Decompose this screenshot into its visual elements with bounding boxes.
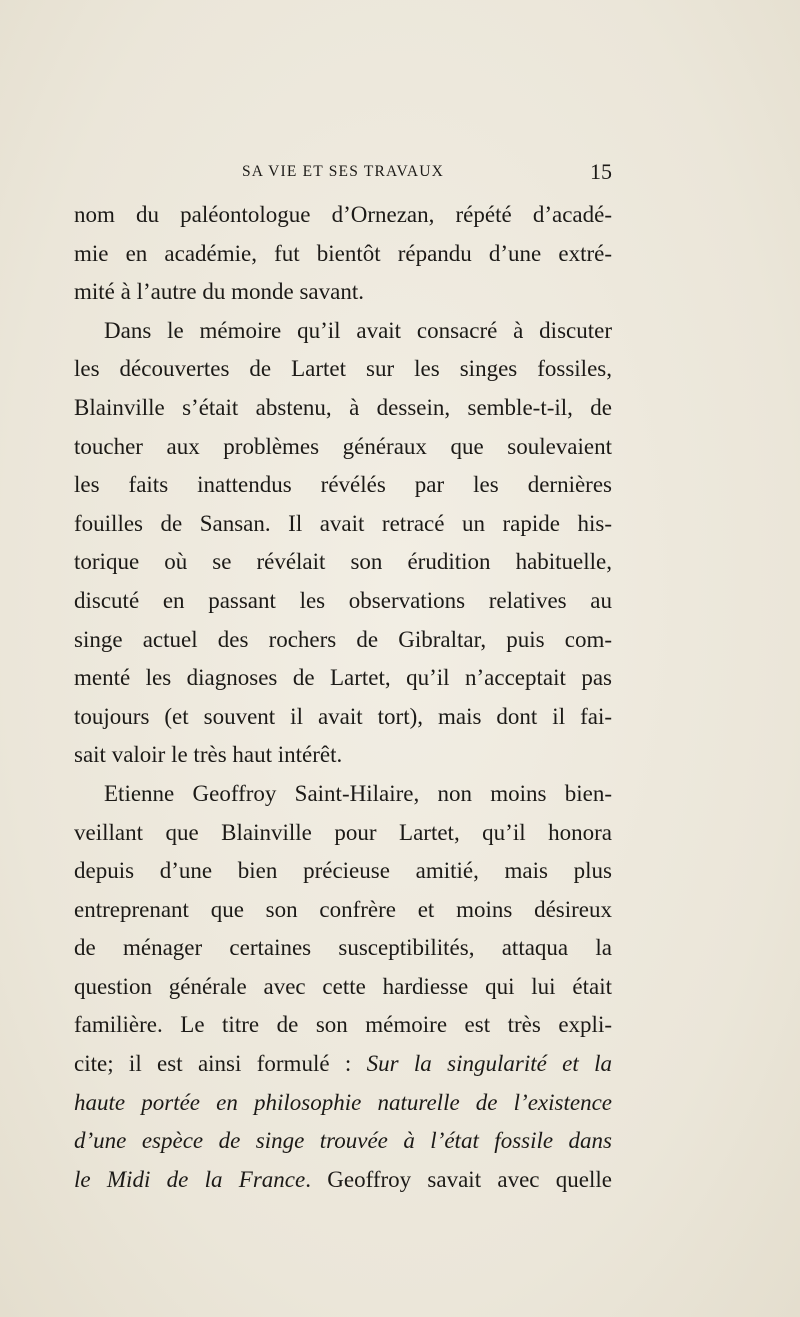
- text-line: les faits inattendus révélés par les dernières: [74, 472, 612, 498]
- text-run: cite; il est ainsi formulé :: [74, 1051, 367, 1077]
- text-line: question générale avec cette hardiesse qui lui était: [74, 973, 612, 999]
- running-head: [74, 160, 612, 184]
- text-line: nom du paléontologue d’Ornezan, répété d’acadé-: [74, 202, 612, 227]
- text-line: de ménager certaines susceptibilités, attaqua la: [74, 935, 612, 961]
- text-run: . Geoffroy savait avec quelle: [305, 1166, 612, 1192]
- italic-title-run: le Midi de la France: [74, 1166, 306, 1192]
- text-line: familière. Le titre de son mémoire est très expli-: [74, 1012, 612, 1038]
- text-line: [74, 1045, 612, 1084]
- text-line: toucher aux problèmes généraux que soulevaient: [74, 433, 612, 459]
- italic-title-run: haute portée en philosophie naturelle de l’existence: [74, 1089, 612, 1115]
- text-line: discuté en passant les observations relatives au: [74, 587, 612, 613]
- text-line: Dans le mémoire qu’il avait consacré à discuter: [104, 317, 612, 343]
- text-line: Blainville s’était abstenu, à dessein, semble-t-il, de: [74, 394, 612, 420]
- body-text: [74, 196, 612, 1199]
- text-line: menté les diagnoses de Lartet, qu’il n’acceptait pas: [74, 665, 612, 691]
- page-number: 15: [590, 159, 612, 184]
- italic-title-run: d’une espèce de singe trouvée à l’état fossile dans: [74, 1128, 612, 1154]
- running-title: SA VIE ET SES TRAVAUX: [241, 163, 445, 180]
- text-line: depuis d’une bien précieuse amitié, mais plus: [74, 858, 612, 884]
- text-line: Etienne Geoffroy Saint-Hilaire, non moins bien-: [104, 780, 612, 806]
- text-line: torique où se révélait son érudition habituelle,: [74, 549, 612, 575]
- text-line: fouilles de Sansan. Il avait retracé un rapide his-: [74, 510, 612, 536]
- text-line: veillant que Blainville pour Lartet, qu’il honora: [74, 819, 612, 845]
- text-line: mité à l’autre du monde savant.: [74, 279, 364, 305]
- text-line: toujours (et souvent il avait tort), mais dont il fai-: [74, 703, 612, 729]
- text-line: [74, 1161, 612, 1200]
- text-line: sait valoir le très haut intérêt.: [74, 742, 343, 768]
- text-line: singe actuel des rochers de Gibraltar, puis com-: [74, 626, 612, 652]
- italic-title-run: Sur la singularité et la: [366, 1051, 612, 1077]
- text-line: entreprenant que son confrère et moins désireux: [74, 896, 612, 922]
- text-line: mie en académie, fut bientôt répandu d’une extré-: [74, 240, 612, 266]
- text-line: [74, 1084, 612, 1123]
- text-line: les découvertes de Lartet sur les singes fossiles,: [74, 356, 612, 382]
- text-line: [74, 1122, 612, 1161]
